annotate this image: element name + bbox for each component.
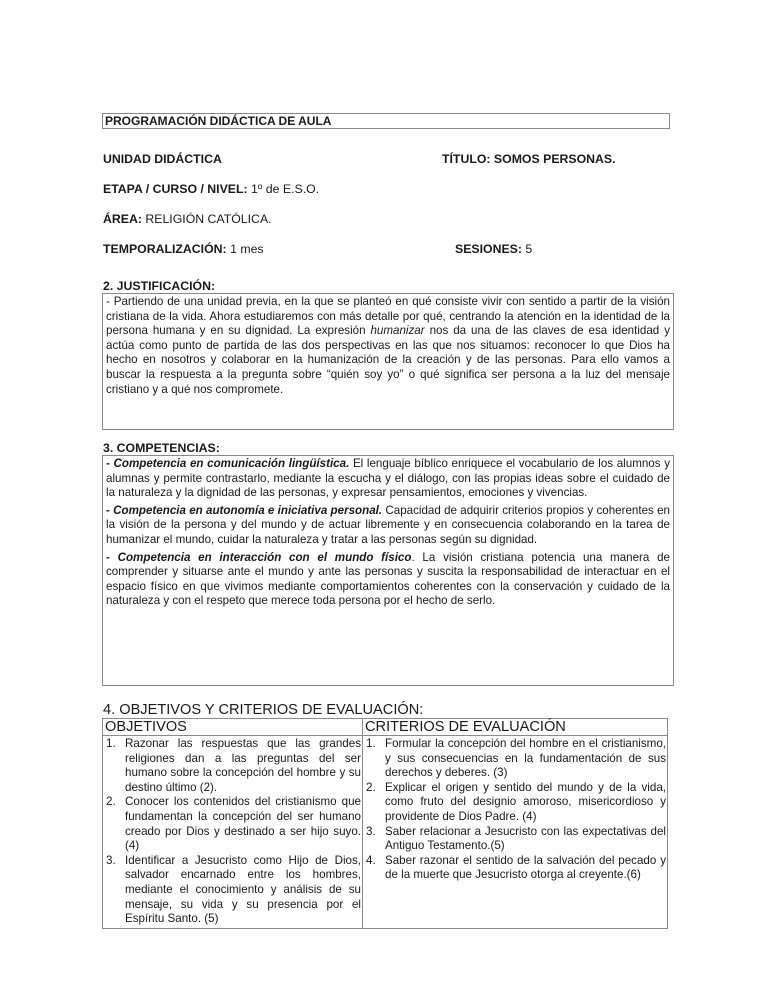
unidad-label: UNIDAD DIDÁCTICA bbox=[103, 152, 222, 166]
competencia-item: - Competencia en comunicación lingüística. El lenguaje bíblico enriquece el vocabulario de los alumnos y alumnas y permite contrastarlo, mediante la escucha y el diálogo, con las propias ideas sobre el cuidado de la naturaleza y la dignidad de las personas, y expresar pensamientos, emociones y vivencias. bbox=[106, 457, 670, 500]
table-row bbox=[103, 736, 668, 929]
justificacion-text: - Partiendo de una unidad previa, en la que se planteó en qué consiste vivir con sentido a partir de la visión cristiana de la vida. Ahora estudiaremos con más detalle por qué, centrando la atención en la identidad de la persona humana y en su dignidad. La expresión humanizar nos da una de las claves de esa identidad y actúa como punto de partida de las dos perspectivas en las que nos situamos: reconocer lo que Dios ha hecho en nosotros y colaborar en la humanización de la creación y de las personas. Para ello vamos a buscar la respuesta a la pregunta sobre “quién soy yo” o qué significa ser persona a la luz del mensaje cristiano y a qué nos compromete. bbox=[106, 295, 670, 396]
sesiones-label: SESIONES: bbox=[455, 242, 522, 256]
competencia-item: - Competencia en interacción con el mundo físico. La visión cristiana potencia una manera de comprender y situarse ante el mundo y ante las personas y suscita la responsabilidad de interactuar en el espacio físico en que vivimos mediante comportamientos coherentes con la conservación y cuidado de la naturaleza y con el respeto que merece toda persona por el hecho de serlo. bbox=[106, 550, 670, 608]
list-item: 2. Explicar el origen y sentido del mundo y de la vida, como fruto del designio amoroso, misericordioso y providente de Dios Padre. (4) bbox=[366, 780, 666, 823]
objetivos-cell bbox=[103, 736, 363, 929]
area-label: ÁREA: bbox=[103, 212, 142, 226]
list-item: 3. Identificar a Jesucristo como Hijo de Dios, salvador encarnado entre los hombres, mediante el conocimiento y análisis de su mensaje, su vida y su presencia por el Espíritu Santo. (5) bbox=[106, 853, 361, 926]
criterios-column-header: CRITERIOS DE EVALUACIÓN bbox=[363, 719, 668, 736]
etapa-value: 1º de E.S.O. bbox=[251, 182, 320, 196]
humanizar-term: humanizar bbox=[370, 324, 425, 338]
list-item: 2. Conocer los contenidos del cristianismo que fundamentan la concepción del ser humano creado por Dios y destinado a ser hijo suyo. (4) bbox=[106, 795, 361, 853]
competencia-title: - Competencia en autonomía e iniciativa personal. bbox=[106, 503, 383, 517]
area-value: RELIGIÓN CATÓLICA. bbox=[145, 212, 272, 226]
objetivos-column-header: OBJETIVOS bbox=[103, 719, 363, 736]
etapa-label: ETAPA / CURSO / NIVEL: bbox=[103, 182, 248, 196]
justificacion-box bbox=[102, 293, 674, 430]
list-item: 3. Saber relacionar a Jesucristo con las expectativas del Antiguo Testamento.(5) bbox=[366, 824, 666, 853]
temporalizacion-field bbox=[103, 242, 264, 256]
list-item: 4. Saber razonar el sentido de la salvación del pecado y de la muerte que Jesucristo otorga al creyente.(6) bbox=[366, 853, 666, 882]
criterios-list bbox=[363, 737, 666, 883]
temporalizacion-value: 1 mes bbox=[230, 242, 264, 256]
temporalizacion-label: TEMPORALIZACIÓN: bbox=[103, 242, 227, 256]
criterios-cell bbox=[363, 736, 668, 929]
titulo-label: TÍTULO: bbox=[442, 152, 491, 166]
objetivos-criterios-heading: 4. OBJETIVOS Y CRITERIOS DE EVALUACIÓN: bbox=[103, 702, 424, 718]
sesiones-field bbox=[455, 242, 532, 256]
table-header-row bbox=[103, 719, 668, 736]
titulo-value: SOMOS PERSONAS. bbox=[493, 152, 616, 166]
document-title: PROGRAMACIÓN DIDÁCTICA DE AULA bbox=[102, 113, 670, 129]
area-field bbox=[103, 212, 272, 226]
objetivos-list bbox=[103, 737, 361, 927]
justificacion-heading: 2. JUSTIFICACIÓN: bbox=[103, 279, 216, 293]
list-item: 1. Razonar las respuestas que las grandes religiones dan a las preguntas del ser humano sobre la concepción del hombre y su destino último (2). bbox=[106, 737, 361, 794]
etapa-field bbox=[103, 182, 319, 196]
competencia-title: - Competencia en interacción con el mundo físico bbox=[106, 550, 412, 564]
competencia-title: - Competencia en comunicación lingüística. bbox=[106, 457, 350, 470]
list-item: 1. Formular la concepción del hombre en el cristianismo, y sus consecuencias en la fundamentación de sus derechos y deberes. (3) bbox=[366, 737, 666, 780]
competencias-box bbox=[102, 455, 674, 686]
objetivos-criterios-table bbox=[102, 718, 668, 929]
titulo-field bbox=[442, 152, 616, 166]
competencias-heading: 3. COMPETENCIAS: bbox=[103, 441, 220, 455]
sesiones-value: 5 bbox=[525, 242, 533, 256]
competencia-item: - Competencia en autonomía e iniciativa personal. Capacidad de adquirir criterios propios y coherentes en la visión de la persona y del mundo y de actuar libremente y en consecuencia colaborando en la tarea de humanizar el mundo, cuidar la naturaleza y tratar a las personas según su dignidad. bbox=[106, 503, 670, 546]
unidad-didactica-label bbox=[103, 152, 222, 166]
